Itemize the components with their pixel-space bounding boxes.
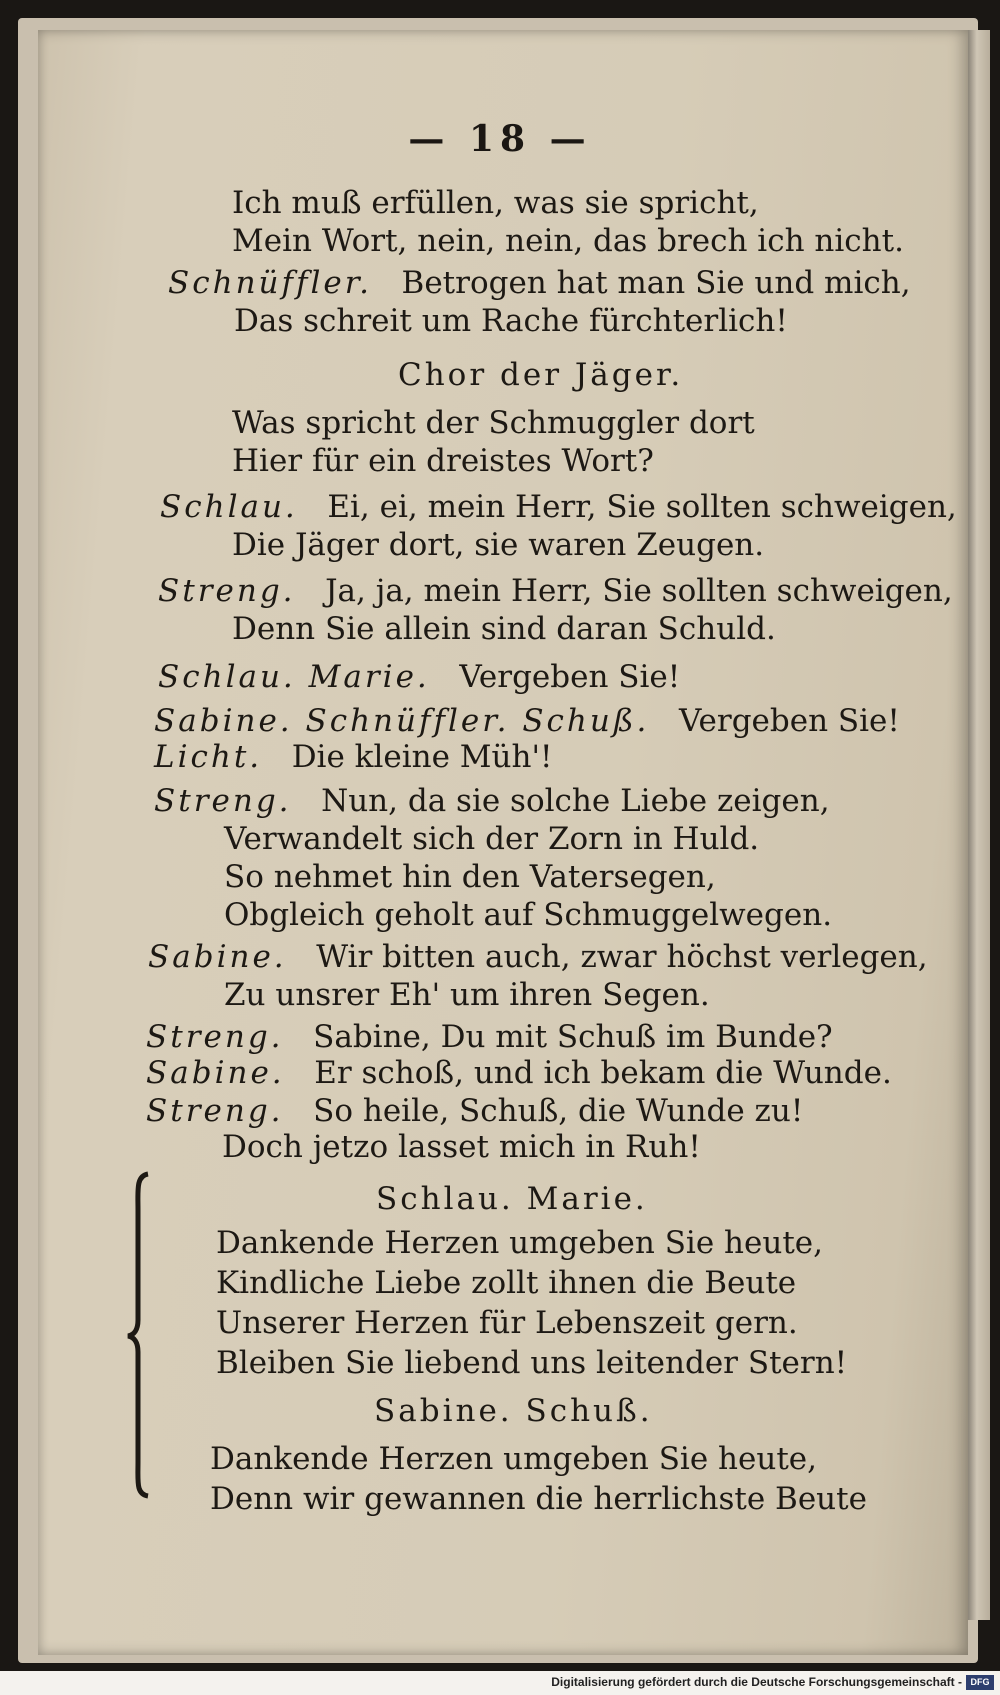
dfg-logo: DFG [966,1675,994,1690]
verse-line: Denn Sie allein sind daran Schuld. [232,611,776,647]
speaker-name: Streng. [146,1093,284,1129]
speech-line: Sabine. Er schoß, und ich bekam die Wunde. [146,1055,892,1091]
speech-line: Schlau. Ei, ei, mein Herr, Sie sollten schweigen, [160,489,957,525]
verse-line: So nehmet hin den Vatersegen, [224,859,716,895]
verse-line: Die Jäger dort, sie waren Zeugen. [232,527,765,563]
verse-line: Zu unsrer Eh' um ihren Segen. [224,977,710,1013]
speaker-name: Schnüffler. [168,265,372,301]
duet-heading: Sabine. Schuß. [374,1393,653,1429]
speech-line: Licht. Die kleine Müh'! [154,739,553,775]
duet-heading: Schlau. Marie. [376,1181,648,1217]
speaker-name: Streng. [158,573,296,609]
verse-line: Doch jetzo lasset mich in Ruh! [222,1129,701,1165]
verse-line: Verwandelt sich der Zorn in Huld. [224,821,760,857]
speaker-name: Streng. [154,783,292,819]
speaker-name: Sabine. Schnüffler. Schuß. [154,703,650,739]
speech-line: Sabine. Wir bitten auch, zwar höchst verlegen, [148,939,928,975]
speaker-name: Sabine. [148,939,287,975]
verse-line: Bleiben Sie liebend uns leitender Stern! [216,1345,848,1381]
chorus-heading: Chor der Jäger. [398,357,684,393]
verse-line: Hier für ein dreistes Wort? [232,443,654,479]
digitization-footer [0,1671,1000,1695]
speech-line: Schnüffler. Betrogen hat man Sie und mich, [168,265,911,301]
verse-line: Dankende Herzen umgeben Sie heute, [216,1225,823,1261]
speech-line: Streng. Nun, da sie solche Liebe zeigen, [154,783,830,819]
speaker-name: Schlau. [160,489,298,525]
brace-icon [126,1170,156,1500]
verse-line: Kindliche Liebe zollt ihnen die Beute [216,1265,797,1301]
verse-line: Dankende Herzen umgeben Sie heute, [210,1441,817,1477]
speech-line: Schlau. Marie. Vergeben Sie! [158,659,681,695]
page-number: — 18 — [408,118,592,160]
footer-credit: Digitalisierung gefördert durch die Deutsche Forschungsgemeinschaft - [551,1675,962,1689]
speech-line: Sabine. Schnüffler. Schuß. Vergeben Sie! [154,703,900,739]
speech-line: Streng. Sabine, Du mit Schuß im Bunde? [146,1019,833,1055]
speaker-name: Licht. [154,739,263,775]
verse-line: Denn wir gewannen die herrlichste Beute [210,1481,867,1517]
verse-line: Obgleich geholt auf Schmuggelwegen. [224,897,833,933]
verse-line: Das schreit um Rache fürchterlich! [234,303,788,339]
facing-page-edge [968,30,990,1620]
verse-line: Unserer Herzen für Lebenszeit gern. [216,1305,798,1341]
speaker-name: Sabine. [146,1055,285,1091]
speaker-name: Schlau. Marie. [158,659,430,695]
verse-line: Ich muß erfüllen, was sie spricht, [232,185,759,221]
verse-line: Mein Wort, nein, nein, das brech ich nicht. [232,223,904,259]
speech-line: Streng. So heile, Schuß, die Wunde zu! [146,1093,804,1129]
speech-line: Streng. Ja, ja, mein Herr, Sie sollten schweigen, [158,573,953,609]
verse-line: Was spricht der Schmuggler dort [232,405,755,441]
speaker-name: Streng. [146,1019,284,1055]
